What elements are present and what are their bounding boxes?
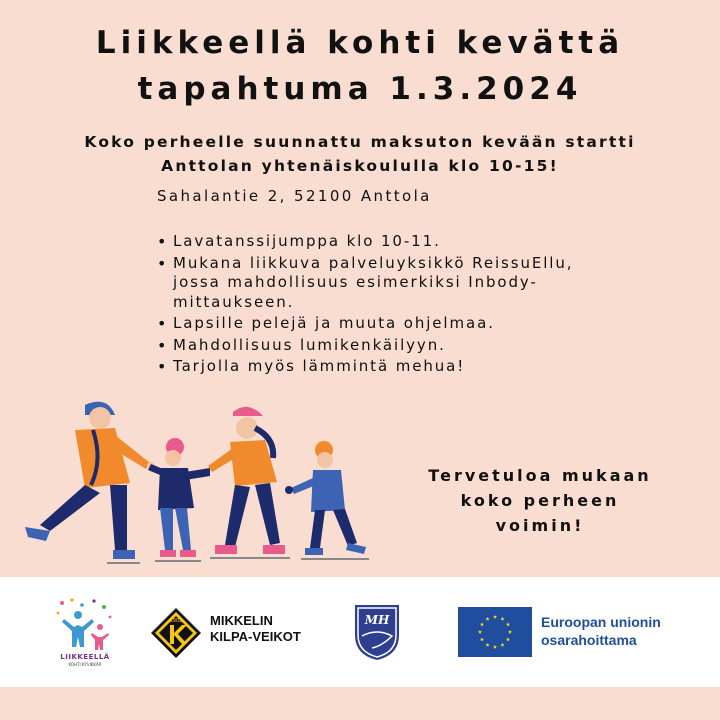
child-skater-1	[148, 438, 210, 561]
list-item: • Mahdollisuus lumikenkäilyyn.	[157, 336, 627, 356]
mkv-line-1: MIKKELIN	[210, 613, 273, 628]
list-item: • Tarjolla myös lämmintä mehua!	[157, 357, 627, 377]
liikkeella-logo-text: LIIKKEELLÄ	[60, 653, 110, 661]
liikkeella-logo-subtext: KOHTI KYVIKKÄÄ	[68, 662, 102, 667]
mkv-emblem	[150, 607, 202, 659]
list-item: • Lavatanssijumppa klo 10-11.	[157, 232, 627, 252]
liikkeella-figure-icon	[50, 597, 120, 653]
adult-skater-center	[208, 407, 290, 558]
welcome-line-2: koko perheen	[460, 491, 620, 510]
subtitle-line-1: Koko perheelle suunnattu maksuton kevään startti	[84, 133, 636, 151]
welcome-line-1: Tervetuloa mukaan	[428, 466, 652, 485]
event-address: Sahalantie 2, 52100 Anttola	[157, 187, 432, 205]
welcome-line-3: voimin!	[495, 516, 585, 535]
sponsor-footer	[0, 577, 720, 687]
program-list	[157, 232, 627, 379]
skating-family-illustration	[15, 390, 395, 575]
bottom-strip	[0, 687, 720, 720]
subtitle-line-2: Anttolan yhtenäiskoululla klo 10-15!	[161, 157, 559, 175]
adult-skater-left	[25, 402, 155, 563]
list-item: • Lapsille pelejä ja muuta ohjelmaa.	[157, 314, 627, 334]
eu-flag-icon	[458, 607, 532, 657]
mh-shield-text: MH	[364, 613, 390, 627]
event-subtitle	[20, 130, 700, 178]
welcome-message	[400, 463, 680, 538]
child-skater-2	[285, 441, 369, 559]
eu-line-1: Euroopan unionin	[541, 614, 661, 630]
liikkeella-logo	[50, 597, 120, 677]
eu-funding-text	[541, 613, 661, 649]
title-line-1: Liikkeellä kohti kevättä	[95, 25, 625, 61]
eu-line-2: osarahoittama	[541, 632, 637, 648]
mkv-emblem-year: 1902	[169, 618, 183, 624]
mkv-logo-text	[210, 613, 301, 645]
list-item: • Mukana liikkuva palveluyksikkö ReissuEllu, jossa mahdollisuus esimerkiksi Inbody- mittaukseen.	[157, 254, 627, 313]
mkv-line-2: KILPA-VEIKOT	[210, 629, 301, 644]
event-title	[0, 20, 720, 112]
title-line-2: tapahtuma 1.3.2024	[137, 71, 583, 107]
mh-shield	[352, 602, 402, 662]
